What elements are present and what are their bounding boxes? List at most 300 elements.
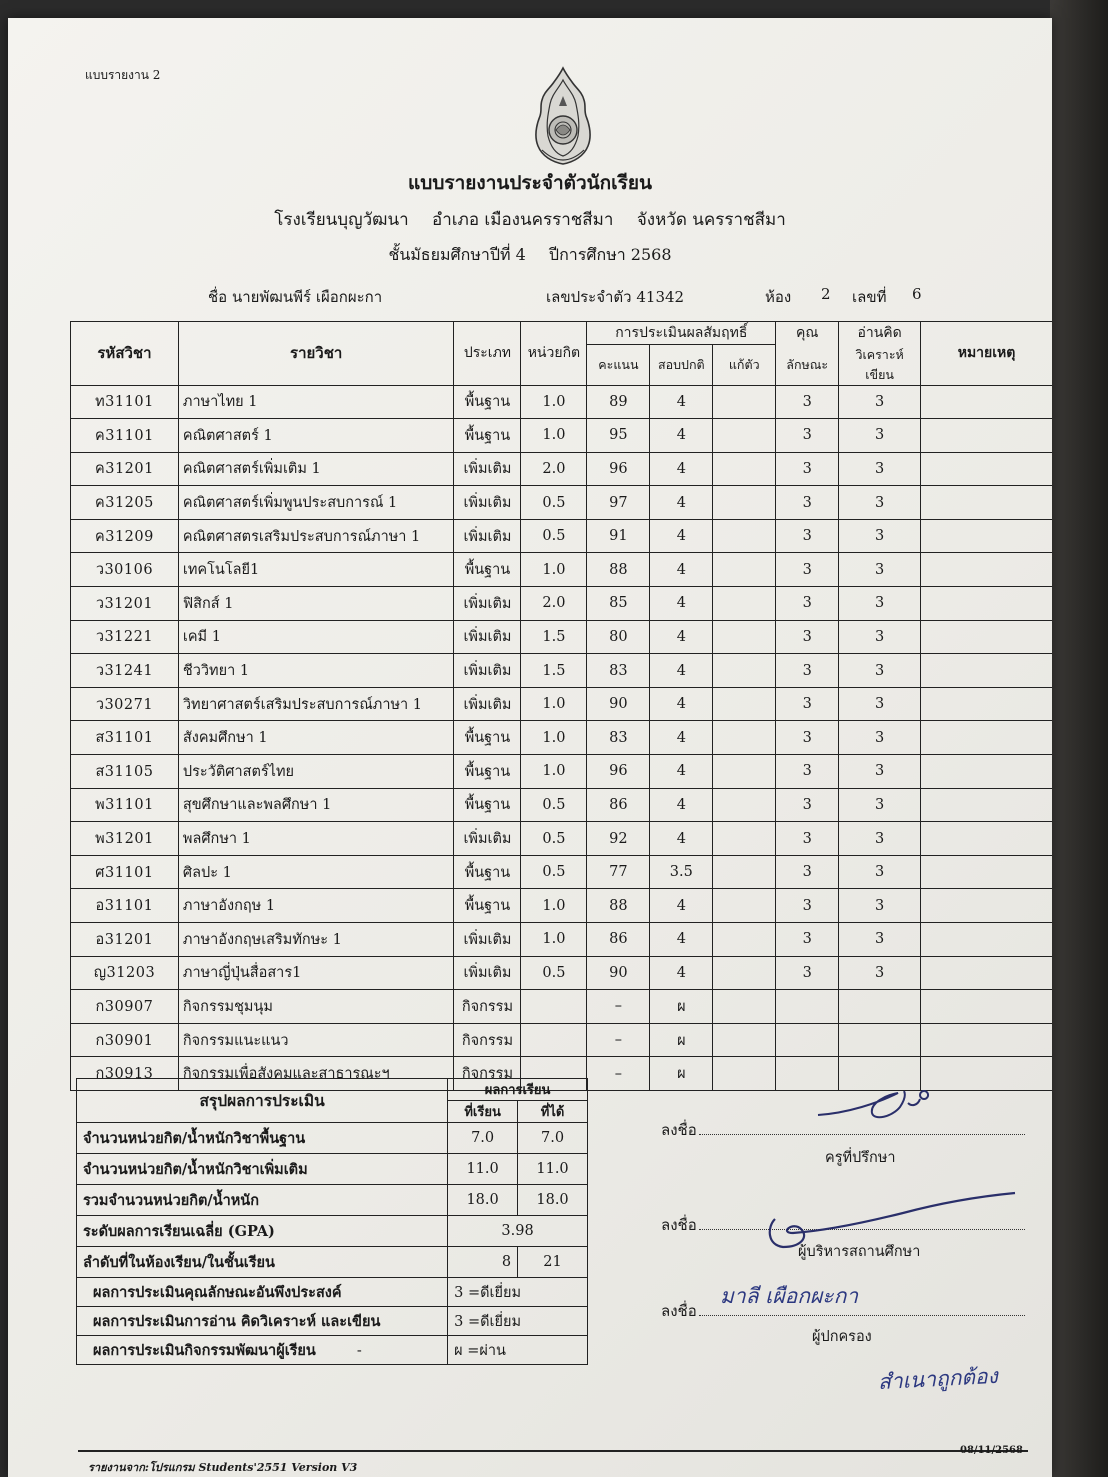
- row-fix: [713, 923, 776, 957]
- row-subject: ชีววิทยา 1: [178, 654, 454, 688]
- row-char: 3: [776, 519, 839, 553]
- row-credit: 1.5: [521, 620, 587, 654]
- row-read: 3: [839, 956, 921, 990]
- table-row: [71, 419, 1053, 453]
- row-normal: 4: [650, 721, 713, 755]
- summary-row-rank: [77, 1247, 588, 1278]
- school-emblem-icon: [530, 66, 596, 170]
- row-code: ส31105: [71, 755, 179, 789]
- header-score: คะแนน: [587, 345, 650, 386]
- summary-col-study: ที่เรียน: [448, 1101, 518, 1123]
- gpa-value: 3.98: [448, 1216, 588, 1247]
- row-read: 3: [839, 553, 921, 587]
- row-note: [921, 452, 1052, 486]
- row-char: 3: [776, 855, 839, 889]
- row-type: พื้นฐาน: [454, 755, 521, 789]
- row-credit: 0.5: [521, 822, 587, 856]
- number-label: เลขที่: [852, 288, 887, 306]
- row-score: 95: [587, 419, 650, 453]
- row-char: 3: [776, 587, 839, 621]
- row-score: –: [587, 1023, 650, 1057]
- row-score: 83: [587, 721, 650, 755]
- row-read: 3: [839, 620, 921, 654]
- row-score: 90: [587, 956, 650, 990]
- row-subject: สังคมศึกษา 1: [178, 721, 454, 755]
- row-credit: [521, 990, 587, 1024]
- table-row: [71, 956, 1053, 990]
- row-normal: 4: [650, 486, 713, 520]
- row-credit: 2.0: [521, 452, 587, 486]
- row-subject: ภาษาไทย 1: [178, 385, 454, 419]
- grade-level: ชั้นมัธยมศึกษาปีที่ 4: [388, 245, 526, 264]
- row-credit: 0.5: [521, 788, 587, 822]
- row-note: [921, 822, 1052, 856]
- row-subject: กิจกรรมแนะแนว: [178, 1023, 454, 1057]
- row-fix: [713, 1023, 776, 1057]
- table-row: [71, 721, 1053, 755]
- summary-title: สรุปผลการประเมิน: [77, 1079, 448, 1123]
- row-read: 3: [839, 855, 921, 889]
- row-normal: 4: [650, 385, 713, 419]
- row-credit: 0.5: [521, 956, 587, 990]
- header-char-2: ลักษณะ: [776, 345, 839, 386]
- row-fix: [713, 419, 776, 453]
- table-row: [71, 990, 1053, 1024]
- row-subject: กิจกรรมเพื่อสังคมและสาธารณะฯ: [178, 1057, 454, 1091]
- row-code: ค31205: [71, 486, 179, 520]
- row-char: 3: [776, 419, 839, 453]
- row-char: 3: [776, 721, 839, 755]
- footer-date: 08/11/2568: [960, 1445, 1023, 1456]
- table-row: [71, 519, 1053, 553]
- advisor-role: ครูที่ปรึกษา: [825, 1150, 896, 1166]
- row-note: [921, 486, 1052, 520]
- row-normal: 4: [650, 755, 713, 789]
- rank-room: 8: [448, 1247, 518, 1278]
- header-code: รหัสวิชา: [71, 322, 179, 386]
- row-code: ก30913: [71, 1057, 179, 1091]
- basic-label: จำนวนหน่วยกิต/น้ำหนักวิชาพื้นฐาน: [77, 1123, 448, 1154]
- report-title: แบบรายงานประจำตัวนักเรียน: [408, 172, 652, 194]
- row-normal: 4: [650, 419, 713, 453]
- row-fix: [713, 519, 776, 553]
- advisor-sign-label: ลงชื่อ: [661, 1121, 697, 1139]
- row-normal: 4: [650, 452, 713, 486]
- row-note: [921, 889, 1052, 923]
- row-code: อ31201: [71, 923, 179, 957]
- row-note: [921, 721, 1052, 755]
- row-fix: [713, 553, 776, 587]
- row-credit: 2.0: [521, 587, 587, 621]
- row-char: 3: [776, 956, 839, 990]
- row-subject: ภาษาญี่ปุ่นสื่อสาร1: [178, 956, 454, 990]
- header-assessment: การประเมินผลสัมฤทธิ์: [587, 322, 776, 345]
- row-type: พื้นฐาน: [454, 419, 521, 453]
- row-read: 3: [839, 419, 921, 453]
- footer-rule: [78, 1450, 1028, 1452]
- table-row: [71, 587, 1053, 621]
- student-number: 6: [912, 285, 922, 303]
- row-read: 3: [839, 721, 921, 755]
- row-subject: พลศึกษา 1: [178, 822, 454, 856]
- gpa-label: ระดับผลการเรียนเฉลี่ย (GPA): [77, 1216, 448, 1247]
- row-type: เพิ่มเติม: [454, 956, 521, 990]
- row-score: 77: [587, 855, 650, 889]
- total-got: 18.0: [518, 1185, 588, 1216]
- rank-label: ลำดับที่ในห้องเรียน/ในชั้นเรียน: [77, 1247, 448, 1278]
- row-credit: 1.0: [521, 923, 587, 957]
- rank-class: 21: [518, 1247, 588, 1278]
- row-char: 3: [776, 553, 839, 587]
- row-subject: สุขศึกษาและพลศึกษา 1: [178, 788, 454, 822]
- header-type: ประเภท: [454, 322, 521, 386]
- summary-row-char: [77, 1278, 588, 1307]
- row-note: [921, 385, 1052, 419]
- row-score: –: [587, 1057, 650, 1091]
- row-char: [776, 1023, 839, 1057]
- row-note: [921, 419, 1052, 453]
- row-fix: [713, 1057, 776, 1091]
- row-code: ศ31101: [71, 855, 179, 889]
- summary-result-header: ผลการเรียน: [448, 1079, 588, 1101]
- row-char: [776, 990, 839, 1024]
- row-normal: ผ: [650, 1023, 713, 1057]
- row-score: –: [587, 990, 650, 1024]
- row-code: ว30106: [71, 553, 179, 587]
- table-row: [71, 1023, 1053, 1057]
- grade-line: [8, 243, 1052, 268]
- row-credit: 1.0: [521, 553, 587, 587]
- row-read: 3: [839, 519, 921, 553]
- background-right: [1050, 0, 1108, 1477]
- row-note: [921, 923, 1052, 957]
- read-value: 3 =ดีเยี่ยม: [448, 1307, 588, 1336]
- row-normal: 4: [650, 687, 713, 721]
- header-subject: รายวิชา: [178, 322, 454, 386]
- row-score: 88: [587, 889, 650, 923]
- province: จังหวัด นครราชสีมา: [636, 210, 786, 230]
- summary-row-extra: [77, 1154, 588, 1185]
- row-score: 88: [587, 553, 650, 587]
- row-normal: 4: [650, 553, 713, 587]
- row-code: พ31101: [71, 788, 179, 822]
- row-code: ส31101: [71, 721, 179, 755]
- grade-rows: [71, 385, 1053, 1090]
- row-type: พื้นฐาน: [454, 553, 521, 587]
- row-score: 91: [587, 519, 650, 553]
- school-line: [8, 206, 1052, 233]
- header-char-1: คุณ: [776, 322, 839, 345]
- row-credit: 1.0: [521, 721, 587, 755]
- form-code: แบบรายงาน 2: [85, 68, 161, 82]
- row-score: 85: [587, 587, 650, 621]
- row-read: 3: [839, 889, 921, 923]
- row-subject: ประวัติศาสตร์ไทย: [178, 755, 454, 789]
- row-note: [921, 587, 1052, 621]
- table-row: [71, 755, 1053, 789]
- student-id: เลขประจำตัว 41342: [546, 288, 685, 306]
- row-credit: 1.0: [521, 687, 587, 721]
- row-subject: ฟิสิกส์ 1: [178, 587, 454, 621]
- row-subject: ภาษาอังกฤษเสริมทักษะ 1: [178, 923, 454, 957]
- row-credit: [521, 1023, 587, 1057]
- row-subject: กิจกรรมชุมนุม: [178, 990, 454, 1024]
- row-note: [921, 519, 1052, 553]
- row-read: 3: [839, 788, 921, 822]
- row-read: 3: [839, 486, 921, 520]
- row-note: [921, 990, 1052, 1024]
- row-code: ญ31203: [71, 956, 179, 990]
- extra-study: 11.0: [448, 1154, 518, 1185]
- row-read: 3: [839, 687, 921, 721]
- row-type: พื้นฐาน: [454, 788, 521, 822]
- row-read: 3: [839, 654, 921, 688]
- total-study: 18.0: [448, 1185, 518, 1216]
- row-fix: [713, 654, 776, 688]
- row-note: [921, 553, 1052, 587]
- header-credit: หน่วยกิต: [521, 322, 587, 386]
- row-note: [921, 1023, 1052, 1057]
- row-fix: [713, 990, 776, 1024]
- row-code: ว31221: [71, 620, 179, 654]
- row-subject: ภาษาอังกฤษ 1: [178, 889, 454, 923]
- row-credit: 0.5: [521, 855, 587, 889]
- row-note: [921, 755, 1052, 789]
- row-fix: [713, 956, 776, 990]
- row-score: 83: [587, 654, 650, 688]
- row-score: 86: [587, 923, 650, 957]
- row-subject: คณิตศาสตรเสริมประสบการณ์ภาษา 1: [178, 519, 454, 553]
- row-note: [921, 687, 1052, 721]
- row-read: 3: [839, 923, 921, 957]
- row-code: ก30901: [71, 1023, 179, 1057]
- row-fix: [713, 452, 776, 486]
- table-row: [71, 452, 1053, 486]
- basic-study: 7.0: [448, 1123, 518, 1154]
- advisor-signature-icon: [808, 1073, 948, 1133]
- row-normal: 3.5: [650, 855, 713, 889]
- row-char: 3: [776, 654, 839, 688]
- room-number: 2: [821, 285, 831, 303]
- school-name: โรงเรียนบุญวัฒนา: [274, 210, 409, 230]
- row-type: เพิ่มเติม: [454, 452, 521, 486]
- table-row: [71, 822, 1053, 856]
- table-row: [71, 486, 1053, 520]
- row-normal: 4: [650, 519, 713, 553]
- row-note: [921, 855, 1052, 889]
- row-read: 3: [839, 755, 921, 789]
- row-code: อ31101: [71, 889, 179, 923]
- row-char: 3: [776, 687, 839, 721]
- grades-table: [70, 321, 1052, 1091]
- row-type: กิจกรรม: [454, 1023, 521, 1057]
- row-credit: 1.0: [521, 755, 587, 789]
- activity-label-cell: [77, 1336, 448, 1365]
- row-type: เพิ่มเติม: [454, 654, 521, 688]
- row-score: 89: [587, 385, 650, 419]
- row-code: พ31201: [71, 822, 179, 856]
- report-paper: [8, 18, 1052, 1477]
- row-read: 3: [839, 822, 921, 856]
- row-char: 3: [776, 452, 839, 486]
- row-score: 80: [587, 620, 650, 654]
- row-type: พื้นฐาน: [454, 889, 521, 923]
- summary-row-total: [77, 1185, 588, 1216]
- row-score: 92: [587, 822, 650, 856]
- parent-role: ผู้ปกครอง: [812, 1329, 872, 1345]
- row-credit: 0.5: [521, 519, 587, 553]
- row-credit: 0.5: [521, 486, 587, 520]
- row-fix: [713, 620, 776, 654]
- row-type: เพิ่มเติม: [454, 620, 521, 654]
- summary-table: [76, 1078, 588, 1365]
- row-type: เพิ่มเติม: [454, 822, 521, 856]
- row-normal: ผ: [650, 990, 713, 1024]
- row-score: 90: [587, 687, 650, 721]
- row-fix: [713, 721, 776, 755]
- row-char: 3: [776, 620, 839, 654]
- row-score: 96: [587, 755, 650, 789]
- header-normal: สอบปกติ: [650, 345, 713, 386]
- header-note: หมายเหตุ: [921, 322, 1052, 386]
- extra-got: 11.0: [518, 1154, 588, 1185]
- table-row: [71, 620, 1053, 654]
- summary-row-read: [77, 1307, 588, 1336]
- room-label: ห้อง: [765, 288, 792, 306]
- row-code: ค31101: [71, 419, 179, 453]
- row-fix: [713, 855, 776, 889]
- academic-year: ปีการศึกษา 2568: [548, 245, 672, 264]
- row-type: พื้นฐาน: [454, 385, 521, 419]
- summary-row-basic: [77, 1123, 588, 1154]
- row-read: [839, 990, 921, 1024]
- row-type: กิจกรรม: [454, 990, 521, 1024]
- activity-value: ผ =ผ่าน: [448, 1336, 588, 1365]
- row-fix: [713, 788, 776, 822]
- table-row: [71, 654, 1053, 688]
- row-subject: คณิตศาสตร์เพิ่มพูนประสบการณ์ 1: [178, 486, 454, 520]
- row-char: 3: [776, 822, 839, 856]
- row-note: [921, 620, 1052, 654]
- row-normal: 4: [650, 923, 713, 957]
- row-note: [921, 788, 1052, 822]
- summary-col-got: ที่ได้: [518, 1101, 588, 1123]
- table-row: [71, 788, 1053, 822]
- row-code: ว31241: [71, 654, 179, 688]
- row-normal: 4: [650, 889, 713, 923]
- row-subject: วิทยาศาสตร์เสริมประสบการณ์ภาษา 1: [178, 687, 454, 721]
- row-type: เพิ่มเติม: [454, 486, 521, 520]
- row-fix: [713, 587, 776, 621]
- row-score: 96: [587, 452, 650, 486]
- extra-label: จำนวนหน่วยกิต/น้ำหนักวิชาเพิ่มเติม: [77, 1154, 448, 1185]
- table-row: [71, 923, 1053, 957]
- activity-dash: -: [356, 1342, 362, 1359]
- table-row: [71, 687, 1053, 721]
- activity-label: ผลการประเมินกิจกรรมพัฒนาผู้เรียน: [93, 1341, 316, 1359]
- row-normal: 4: [650, 587, 713, 621]
- row-normal: ผ: [650, 1057, 713, 1091]
- row-type: เพิ่มเติม: [454, 923, 521, 957]
- district: อำเภอ เมืองนครราชสีมา: [432, 210, 614, 230]
- row-subject: คณิตศาสตร์ 1: [178, 419, 454, 453]
- row-score: 86: [587, 788, 650, 822]
- row-read: 3: [839, 452, 921, 486]
- row-type: เพิ่มเติม: [454, 519, 521, 553]
- table-row: [71, 385, 1053, 419]
- table-row: [71, 553, 1053, 587]
- row-char: 3: [776, 923, 839, 957]
- certified-copy-note: สำเนาถูกต้อง: [877, 1363, 999, 1395]
- row-char: 3: [776, 889, 839, 923]
- row-code: ก30907: [71, 990, 179, 1024]
- row-credit: 1.0: [521, 385, 587, 419]
- row-char: 3: [776, 788, 839, 822]
- header-read-2: วิเคราะห์เขียน: [839, 345, 921, 386]
- row-normal: 4: [650, 788, 713, 822]
- footer-source: รายงานจาก:โปรแกรม Students'2551 Version V3: [88, 1461, 358, 1474]
- row-type: กิจกรรม: [454, 1057, 521, 1091]
- row-read: 3: [839, 587, 921, 621]
- summary-row-gpa: [77, 1216, 588, 1247]
- char-label: ผลการประเมินคุณลักษณะอันพึงประสงค์: [77, 1278, 448, 1307]
- summary-row-activity: [77, 1336, 588, 1365]
- row-code: ว30271: [71, 687, 179, 721]
- row-type: พื้นฐาน: [454, 855, 521, 889]
- row-note: [921, 956, 1052, 990]
- char-value: 3 =ดีเยี่ยม: [448, 1278, 588, 1307]
- read-label: ผลการประเมินการอ่าน คิดวิเคราะห์ และเขียน: [77, 1307, 448, 1336]
- row-credit: 1.0: [521, 889, 587, 923]
- director-sign-label: ลงชื่อ: [661, 1216, 697, 1234]
- row-code: ท31101: [71, 385, 179, 419]
- row-subject: ศิลปะ 1: [178, 855, 454, 889]
- row-subject: คณิตศาสตร์เพิ่มเติม 1: [178, 452, 454, 486]
- row-read: 3: [839, 385, 921, 419]
- header-read-1: อ่านคิด: [839, 322, 921, 345]
- row-fix: [713, 385, 776, 419]
- row-char: 3: [776, 486, 839, 520]
- row-credit: 1.5: [521, 654, 587, 688]
- row-note: [921, 654, 1052, 688]
- row-normal: 4: [650, 620, 713, 654]
- row-code: ว31201: [71, 587, 179, 621]
- row-normal: 4: [650, 956, 713, 990]
- row-code: ค31201: [71, 452, 179, 486]
- row-credit: 1.0: [521, 419, 587, 453]
- row-subject: เคมี 1: [178, 620, 454, 654]
- row-fix: [713, 889, 776, 923]
- parent-sign-label: ลงชื่อ: [661, 1302, 697, 1320]
- row-score: 97: [587, 486, 650, 520]
- row-fix: [713, 687, 776, 721]
- row-type: เพิ่มเติม: [454, 587, 521, 621]
- row-read: [839, 1023, 921, 1057]
- row-normal: 4: [650, 654, 713, 688]
- parent-handwritten-name: มาลี เผือกผะกา: [720, 1284, 859, 1308]
- total-label: รวมจำนวนหน่วยกิต/น้ำหนัก: [77, 1185, 448, 1216]
- row-subject: เทคโนโลยี1: [178, 553, 454, 587]
- row-char: 3: [776, 385, 839, 419]
- director-role: ผู้บริหารสถานศึกษา: [798, 1244, 921, 1260]
- table-row: [71, 889, 1053, 923]
- row-char: 3: [776, 755, 839, 789]
- row-fix: [713, 486, 776, 520]
- header-fix: แก้ตัว: [713, 345, 776, 386]
- row-type: พื้นฐาน: [454, 721, 521, 755]
- row-fix: [713, 822, 776, 856]
- row-type: เพิ่มเติม: [454, 687, 521, 721]
